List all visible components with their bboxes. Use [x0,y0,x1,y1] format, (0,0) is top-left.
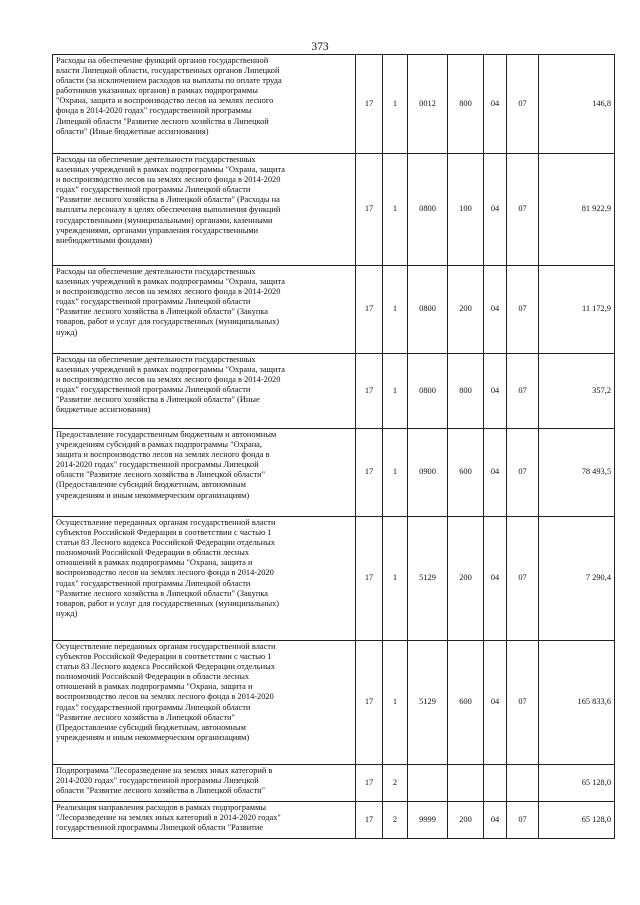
target-code [408,765,448,802]
expense-type-code: 200 [448,517,484,641]
row-description: Предоставление государственным бюджетным и автономным учреждениям субсидий в рамках подпрограммы "Охрана, защита и воспроизводство лесов на землях лесного фонда в 2014-2020 годах" государственной программы Липецкой области "Развитие лесного хозяйства в Липецкой области" (Предоставление субсидий бюджетным, автономным учреждениям и иным некоммерческим организациям) [53,429,356,517]
target-code: 0800 [408,354,448,429]
ministry-code: 17 [356,802,383,839]
row-description: Расходы на обеспечение деятельности государственных казенных учреждений в рамках подпрограммы "Охрана, защита и воспроизводство лесов на землях лесного фонда в 2014-2020 годах" государственной программы Липецкой области "Развитие лесного хозяйства в Липецкой области" (Закупка товаров, работ и услуг для государственных (муниципальных) нужд) [53,266,356,354]
budget-table [52,54,615,839]
program-code: 1 [383,429,408,517]
section-code: 04 [484,154,507,266]
ministry-code: 17 [356,765,383,802]
row-description: Расходы на обеспечение деятельности государственных казенных учреждений в рамках подпрограммы "Охрана, защита и воспроизводство лесов на землях лесного фонда в 2014-2020 годах" государственной программы Липецкой области "Развитие лесного хозяйства в Липецкой области" (Расходы на выплаты персоналу в целях обеспечения выполнения функций государственными (муниципальными) органами, казенными учреждениями, органами управления государственными внебюджетными фондами) [53,154,356,266]
subsection-code: 07 [507,266,539,354]
program-code: 1 [383,55,408,154]
section-code [484,765,507,802]
amount: 7 290,4 [539,517,615,641]
expense-type-code: 200 [448,266,484,354]
amount: 78 493,5 [539,429,615,517]
subsection-code: 07 [507,802,539,839]
table-row [53,266,615,354]
amount: 65 128,0 [539,765,615,802]
program-code: 1 [383,354,408,429]
page-number: 373 [311,41,329,53]
section-code: 04 [484,802,507,839]
amount: 357,2 [539,354,615,429]
target-code: 0800 [408,266,448,354]
program-code: 2 [383,802,408,839]
expense-type-code: 800 [448,354,484,429]
target-code: 0900 [408,429,448,517]
amount: 65 128,0 [539,802,615,839]
subsection-code: 07 [507,517,539,641]
row-description: Расходы на обеспечение деятельности государственных казенных учреждений в рамках подпрограммы "Охрана, защита и воспроизводство лесов на землях лесного фонда в 2014-2020 годах" государственной программы Липецкой области "Развитие лесного хозяйства в Липецкой области" (Иные бюджетные ассигнования) [53,354,356,429]
expense-type-code: 100 [448,154,484,266]
section-code: 04 [484,517,507,641]
target-code: 5129 [408,641,448,765]
program-code: 1 [383,641,408,765]
ministry-code: 17 [356,641,383,765]
table-row [53,517,615,641]
expense-type-code [448,765,484,802]
ministry-code: 17 [356,266,383,354]
section-code: 04 [484,429,507,517]
row-description: Подпрограмма "Лесоразведение на землях иных категорий в 2014-2020 годах" государственной программы Липецкой области "Развитие лесного хозяйства в Липецкой области" [53,765,356,802]
row-description: Осуществление переданных органам государственной власти субъектов Российской Федерации в соответствии с частью 1 статьи 83 Лесного кодекса Российской Федерации отдельных полномочий Российской Федерации в области лесных отношений в рамках подпрограммы "Охрана, защита и воспроизводство лесов на землях лесного фонда в 2014-2020 годах" государственной программы Липецкой области "Развитие лесного хозяйства в Липецкой области" (Предоставление субсидий бюджетным, автономным учреждениям и иным некоммерческим организациям) [53,641,356,765]
table-row [53,641,615,765]
program-code: 1 [383,266,408,354]
row-description: Расходы на обеспечение функций органов государственной власти Липецкой области, государственных органов Липецкой области (за исключением расходов на выплаты по оплате труда работников указанных органов) в рамках подпрограммы "Охрана, защита и воспроизводство лесов на землях лесного фонда в 2014-2020 годах" государственной программы Липецкой области "Развитие лесного хозяйства в Липецкой области" (Иные бюджетные ассигнования) [53,55,356,154]
ministry-code: 17 [356,55,383,154]
expense-type-code: 800 [448,55,484,154]
target-code: 0012 [408,55,448,154]
amount: 165 833,6 [539,641,615,765]
program-code: 2 [383,765,408,802]
section-code: 04 [484,354,507,429]
section-code: 04 [484,266,507,354]
target-code: 0800 [408,154,448,266]
subsection-code: 07 [507,55,539,154]
expense-type-code: 600 [448,641,484,765]
table-row [53,354,615,429]
section-code: 04 [484,55,507,154]
expense-type-code: 600 [448,429,484,517]
program-code: 1 [383,154,408,266]
amount: 11 172,9 [539,266,615,354]
row-description: Осуществление переданных органам государственной власти субъектов Российской Федерации в соответствии с частью 1 статьи 83 Лесного кодекса Российской Федерации отдельных полномочий Российской Федерации в области лесных отношений в рамках подпрограммы "Охрана, защита и воспроизводство лесов на землях лесного фонда в 2014-2020 годах" государственной программы Липецкой области "Развитие лесного хозяйства в Липецкой области" (Закупка товаров, работ и услуг для государственных (муниципальных) нужд) [53,517,356,641]
table-row [53,802,615,839]
program-code: 1 [383,517,408,641]
table-row [53,154,615,266]
section-code: 04 [484,641,507,765]
subsection-code: 07 [507,154,539,266]
amount: 146,8 [539,55,615,154]
target-code: 9999 [408,802,448,839]
subsection-code: 07 [507,641,539,765]
row-description: Реализация направления расходов в рамках подпрограммы "Лесоразведение на землях иных категорий в 2014-2020 годах" государственной программы Липецкой области "Развитие [53,802,356,839]
ministry-code: 17 [356,154,383,266]
target-code: 5129 [408,517,448,641]
table-row [53,765,615,802]
subsection-code [507,765,539,802]
subsection-code: 07 [507,429,539,517]
ministry-code: 17 [356,517,383,641]
subsection-code: 07 [507,354,539,429]
ministry-code: 17 [356,354,383,429]
table-row [53,429,615,517]
amount: 81 922,9 [539,154,615,266]
table-row [53,55,615,154]
ministry-code: 17 [356,429,383,517]
expense-type-code: 200 [448,802,484,839]
